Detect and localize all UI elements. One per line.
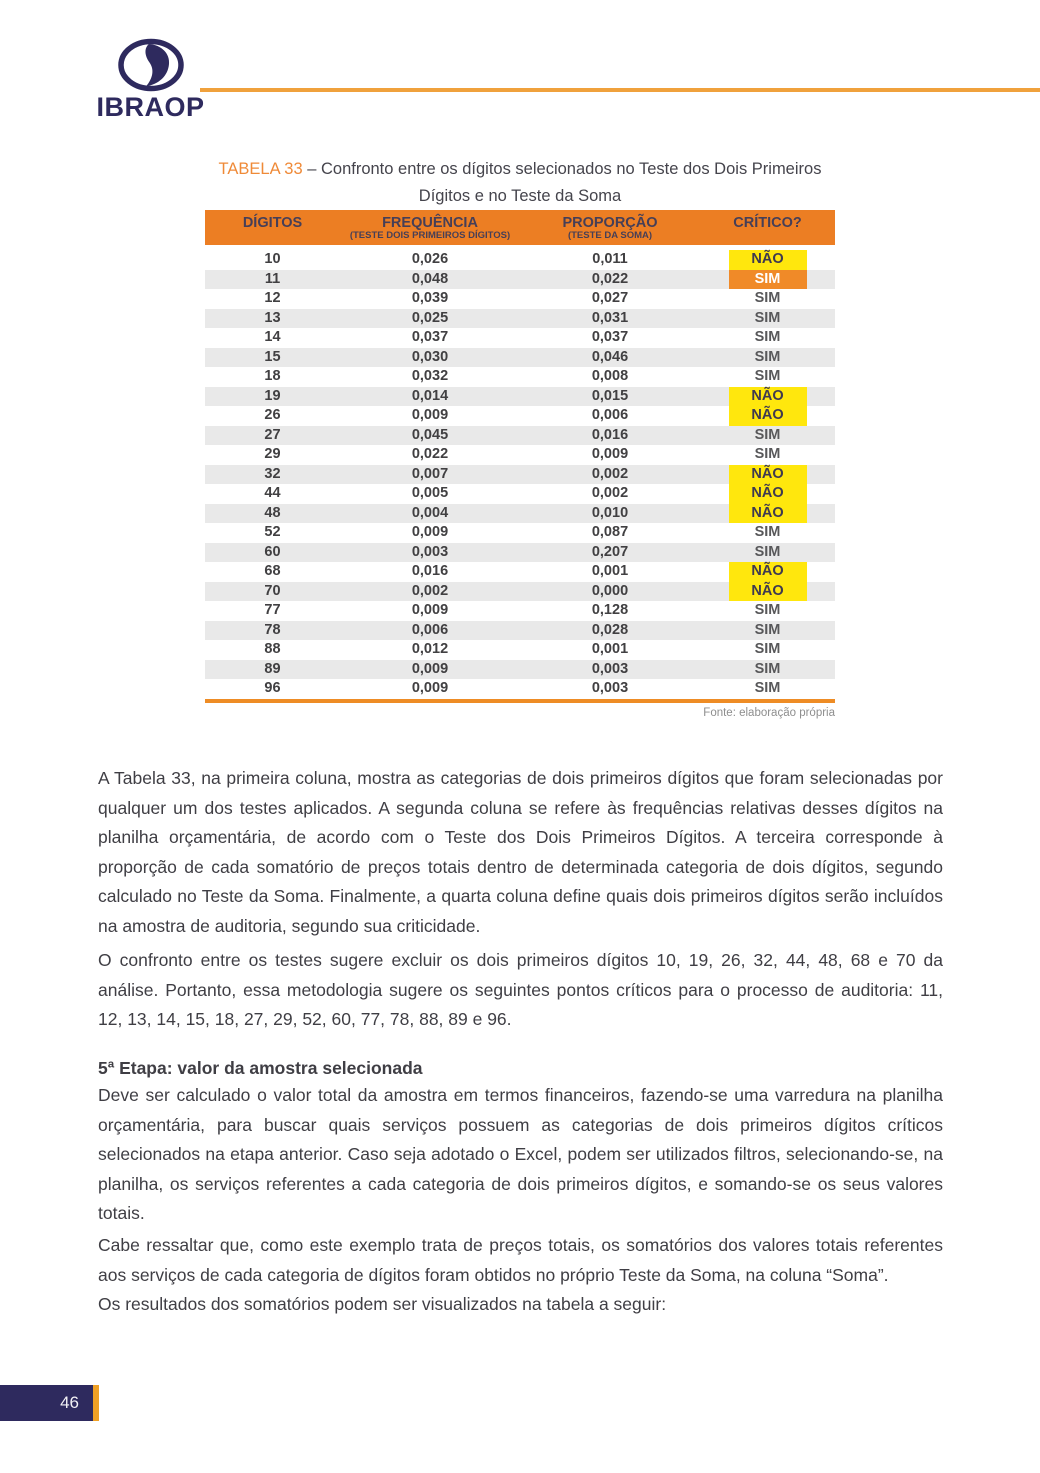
cell-critical bbox=[700, 543, 835, 563]
cell-critical bbox=[700, 640, 835, 660]
cell-digits: 14 bbox=[264, 329, 281, 345]
cell-prop: 0,087 bbox=[591, 524, 629, 540]
cell-freq: 0,009 bbox=[411, 524, 449, 540]
cell-freq: 0,009 bbox=[411, 602, 449, 618]
cell-freq: 0,037 bbox=[411, 329, 449, 345]
cell-digits: 15 bbox=[264, 348, 281, 365]
column-header-sublabel: (TESTE DOIS PRIMEIROS DÍGITOS) bbox=[349, 230, 511, 241]
cell-prop: 0,027 bbox=[591, 290, 629, 306]
cell-freq: 0,039 bbox=[411, 290, 449, 306]
critical-badge: SIM bbox=[754, 309, 781, 326]
critical-badge: SIM bbox=[754, 621, 781, 638]
cell-freq: 0,016 bbox=[411, 563, 449, 579]
critical-badge: NÃO bbox=[729, 387, 807, 407]
table-row bbox=[205, 504, 835, 524]
digits-table bbox=[205, 210, 835, 703]
cell-digits: 60 bbox=[264, 543, 281, 560]
table-caption-number: TABELA 33 bbox=[218, 160, 303, 178]
header-divider bbox=[200, 88, 1040, 92]
cell-prop: 0,010 bbox=[591, 504, 629, 521]
section-heading-etapa5: 5ª Etapa: valor da amostra selecionada bbox=[98, 1058, 423, 1078]
cell-digits: 96 bbox=[264, 680, 281, 696]
cell-freq: 0,032 bbox=[411, 368, 449, 384]
cell-prop: 0,003 bbox=[591, 660, 629, 677]
table-body bbox=[205, 250, 835, 703]
critical-badge: SIM bbox=[754, 602, 781, 618]
cell-digits: 10 bbox=[264, 251, 281, 267]
table-row bbox=[205, 582, 835, 602]
cell-critical bbox=[700, 309, 835, 329]
table-row bbox=[205, 465, 835, 485]
logo-wordmark: IBRAOP bbox=[96, 92, 205, 122]
cell-freq: 0,006 bbox=[411, 621, 449, 638]
cell-freq: 0,014 bbox=[411, 387, 449, 404]
paragraph-confronto: O confronto entre os testes sugere excluir os dois primeiros dígitos 10, 19, 26, 32, 44, 48, 68 e 70 da análise. Portanto, essa metodologia sugere os seguintes pontos críticos para o processo de auditoria: 11, 12, 13, 14, 15, 18, 27, 29, 52, 60, 77, 78, 88, 89 e 96. bbox=[98, 950, 943, 1029]
cell-digits: 27 bbox=[264, 426, 281, 443]
table-row bbox=[205, 679, 835, 699]
cell-digits: 13 bbox=[264, 309, 281, 326]
cell-prop: 0,001 bbox=[591, 563, 629, 579]
table-row bbox=[205, 445, 835, 465]
critical-badge: SIM bbox=[754, 680, 781, 696]
cell-prop: 0,046 bbox=[591, 348, 629, 365]
cell-critical bbox=[700, 406, 835, 426]
cell-prop: 0,011 bbox=[592, 251, 628, 267]
cell-freq: 0,009 bbox=[411, 407, 449, 423]
critical-badge: NÃO bbox=[729, 562, 807, 582]
cell-critical bbox=[700, 562, 835, 582]
cell-critical bbox=[700, 445, 835, 465]
cell-prop: 0,008 bbox=[591, 368, 629, 384]
table-row bbox=[205, 601, 835, 621]
cell-critical bbox=[700, 484, 835, 504]
cell-freq: 0,030 bbox=[411, 348, 449, 365]
cell-digits: 78 bbox=[264, 621, 281, 638]
critical-badge: SIM bbox=[754, 329, 781, 345]
cell-critical bbox=[700, 601, 835, 621]
cell-digits: 29 bbox=[264, 446, 281, 462]
critical-badge: SIM bbox=[754, 290, 781, 306]
cell-digits: 48 bbox=[264, 504, 281, 521]
cell-freq: 0,045 bbox=[411, 426, 449, 443]
cell-prop: 0,207 bbox=[591, 543, 629, 560]
table-row bbox=[205, 289, 835, 309]
column-header bbox=[340, 210, 520, 245]
critical-badge: SIM bbox=[754, 426, 781, 443]
cell-prop: 0,003 bbox=[591, 680, 629, 696]
cell-critical bbox=[700, 621, 835, 641]
table-row bbox=[205, 484, 835, 504]
cell-freq: 0,025 bbox=[411, 309, 449, 326]
critical-badge: NÃO bbox=[729, 504, 807, 524]
cell-critical bbox=[700, 582, 835, 602]
cell-freq: 0,048 bbox=[411, 270, 449, 287]
table-row bbox=[205, 328, 835, 348]
table-row bbox=[205, 562, 835, 582]
cell-prop: 0,016 bbox=[591, 426, 629, 443]
cell-critical bbox=[700, 504, 835, 524]
critical-badge: SIM bbox=[754, 524, 781, 540]
cell-critical bbox=[700, 387, 835, 407]
table-row bbox=[205, 309, 835, 329]
cell-freq: 0,004 bbox=[411, 504, 449, 521]
cell-critical bbox=[700, 270, 835, 290]
paragraph-cabe-ressaltar bbox=[98, 1231, 943, 1320]
table-row bbox=[205, 426, 835, 446]
critical-badge: SIM bbox=[754, 641, 781, 657]
column-header bbox=[205, 210, 340, 245]
cell-prop: 0,006 bbox=[591, 407, 629, 423]
cell-prop: 0,002 bbox=[591, 485, 629, 501]
cell-critical bbox=[700, 348, 835, 368]
cell-prop: 0,128 bbox=[591, 602, 629, 618]
cell-freq: 0,005 bbox=[411, 485, 449, 501]
table-source: Fonte: elaboração própria bbox=[703, 707, 835, 719]
cell-digits: 88 bbox=[264, 641, 281, 657]
critical-badge: NÃO bbox=[729, 250, 807, 270]
table-row bbox=[205, 406, 835, 426]
page-number: 46 bbox=[60, 1393, 79, 1412]
cell-prop: 0,001 bbox=[591, 641, 629, 657]
table-row bbox=[205, 348, 835, 368]
cell-prop: 0,000 bbox=[591, 582, 629, 599]
cell-prop: 0,028 bbox=[591, 621, 629, 638]
cell-critical bbox=[700, 465, 835, 485]
cell-critical bbox=[700, 328, 835, 348]
table-row bbox=[205, 250, 835, 270]
table-caption bbox=[178, 156, 862, 210]
table-row bbox=[205, 543, 835, 563]
table-row bbox=[205, 640, 835, 660]
table-row bbox=[205, 660, 835, 680]
cell-digits: 68 bbox=[264, 563, 281, 579]
cell-digits: 89 bbox=[264, 660, 281, 677]
cell-prop: 0,015 bbox=[591, 387, 629, 404]
cell-freq: 0,012 bbox=[411, 641, 449, 657]
column-header-label: CRÍTICO? bbox=[733, 215, 802, 231]
cell-freq: 0,009 bbox=[411, 680, 449, 696]
table-caption-text: – Confronto entre os dígitos selecionados no Teste dos Dois Primeiros bbox=[302, 160, 822, 178]
paragraph-cabe-ressaltar-b: Os resultados dos somatórios podem ser visualizados na tabela a seguir: bbox=[98, 1294, 667, 1314]
paragraph-cabe-ressaltar-a: Cabe ressaltar que, como este exemplo trata de preços totais, os somatórios dos valores totais referentes aos serviços de cada categoria de dígitos foram obtidos no próprio Teste da Soma, na coluna “Soma”. bbox=[98, 1235, 943, 1285]
column-header-label: PROPORÇÃO bbox=[562, 215, 658, 231]
table-row bbox=[205, 387, 835, 407]
cell-critical bbox=[700, 426, 835, 446]
cell-prop: 0,037 bbox=[591, 329, 629, 345]
cell-digits: 77 bbox=[264, 602, 281, 618]
table-header-row bbox=[205, 210, 835, 245]
cell-digits: 44 bbox=[264, 485, 281, 501]
cell-freq: 0,002 bbox=[411, 582, 449, 599]
cell-freq: 0,007 bbox=[411, 465, 449, 482]
critical-badge: SIM bbox=[754, 660, 781, 677]
cell-digits: 32 bbox=[264, 465, 281, 482]
critical-badge: NÃO bbox=[729, 406, 807, 426]
ibraop-logo-icon bbox=[98, 38, 204, 92]
cell-critical bbox=[700, 679, 835, 699]
critical-badge: NÃO bbox=[729, 465, 807, 485]
paragraph-etapa5: Deve ser calculado o valor total da amostra em termos financeiros, fazendo-se uma varredura na planilha orçamentária, para buscar quais serviços possuem as categorias de dois primeiros dígitos críticos selecionados na etapa anterior. Caso seja adotado o Excel, podem ser utilizados filtros, selecionando-se, na planilha, os serviços referentes a cada categoria de dois primeiros dígitos, e somando-se os seus valores totais. bbox=[98, 1085, 943, 1223]
cell-digits: 52 bbox=[264, 524, 281, 540]
cell-prop: 0,002 bbox=[591, 465, 629, 482]
cell-critical bbox=[700, 250, 835, 270]
table-row bbox=[205, 523, 835, 543]
cell-digits: 18 bbox=[264, 368, 281, 384]
cell-critical bbox=[700, 660, 835, 680]
cell-prop: 0,031 bbox=[591, 309, 629, 326]
column-header-label: DÍGITOS bbox=[242, 215, 303, 231]
column-header bbox=[520, 210, 700, 245]
ibraop-logo bbox=[93, 38, 208, 121]
cell-prop: 0,022 bbox=[591, 270, 629, 287]
critical-badge: SIM bbox=[754, 348, 781, 365]
cell-freq: 0,026 bbox=[411, 251, 449, 267]
cell-freq: 0,003 bbox=[411, 543, 449, 560]
table-row bbox=[205, 621, 835, 641]
cell-critical bbox=[700, 289, 835, 309]
cell-freq: 0,009 bbox=[411, 660, 449, 677]
cell-digits: 26 bbox=[264, 407, 281, 423]
table-caption-line2: Dígitos e no Teste da Soma bbox=[418, 187, 622, 205]
cell-digits: 11 bbox=[264, 270, 281, 287]
cell-digits: 12 bbox=[264, 290, 281, 306]
cell-prop: 0,009 bbox=[591, 446, 629, 462]
cell-digits: 19 bbox=[264, 387, 281, 404]
cell-freq: 0,022 bbox=[411, 446, 449, 462]
critical-badge: SIM bbox=[754, 543, 781, 560]
paragraph-table-description: A Tabela 33, na primeira coluna, mostra as categorias de dois primeiros dígitos que foram selecionadas por qualquer um dos testes aplicados. A segunda coluna se refere às frequências relativas desses dígitos na planilha orçamentária, de acordo com o Teste dos Dois Primeiros Dígitos. A terceira corresponde à proporção de cada somatório de preços totais dentro de determinada categoria de dois dígitos, segundo calculado no Teste da Soma. Finalmente, a quarta coluna define quais dois primeiros dígitos serão incluídos na amostra de auditoria, segundo sua criticidade. bbox=[98, 768, 943, 936]
critical-badge: SIM bbox=[754, 446, 781, 462]
cell-critical bbox=[700, 367, 835, 387]
page-number-bar bbox=[0, 1385, 99, 1421]
table-row bbox=[205, 270, 835, 290]
column-header-label: FREQUÊNCIA bbox=[382, 215, 478, 231]
critical-badge: SIM bbox=[729, 270, 807, 290]
table-row bbox=[205, 367, 835, 387]
cell-digits: 70 bbox=[264, 582, 281, 599]
column-header bbox=[700, 210, 835, 245]
column-header-sublabel: (TESTE DA SOMA) bbox=[567, 230, 653, 241]
critical-badge: NÃO bbox=[729, 484, 807, 504]
critical-badge: SIM bbox=[754, 368, 781, 384]
cell-critical bbox=[700, 523, 835, 543]
critical-badge: NÃO bbox=[729, 582, 807, 602]
